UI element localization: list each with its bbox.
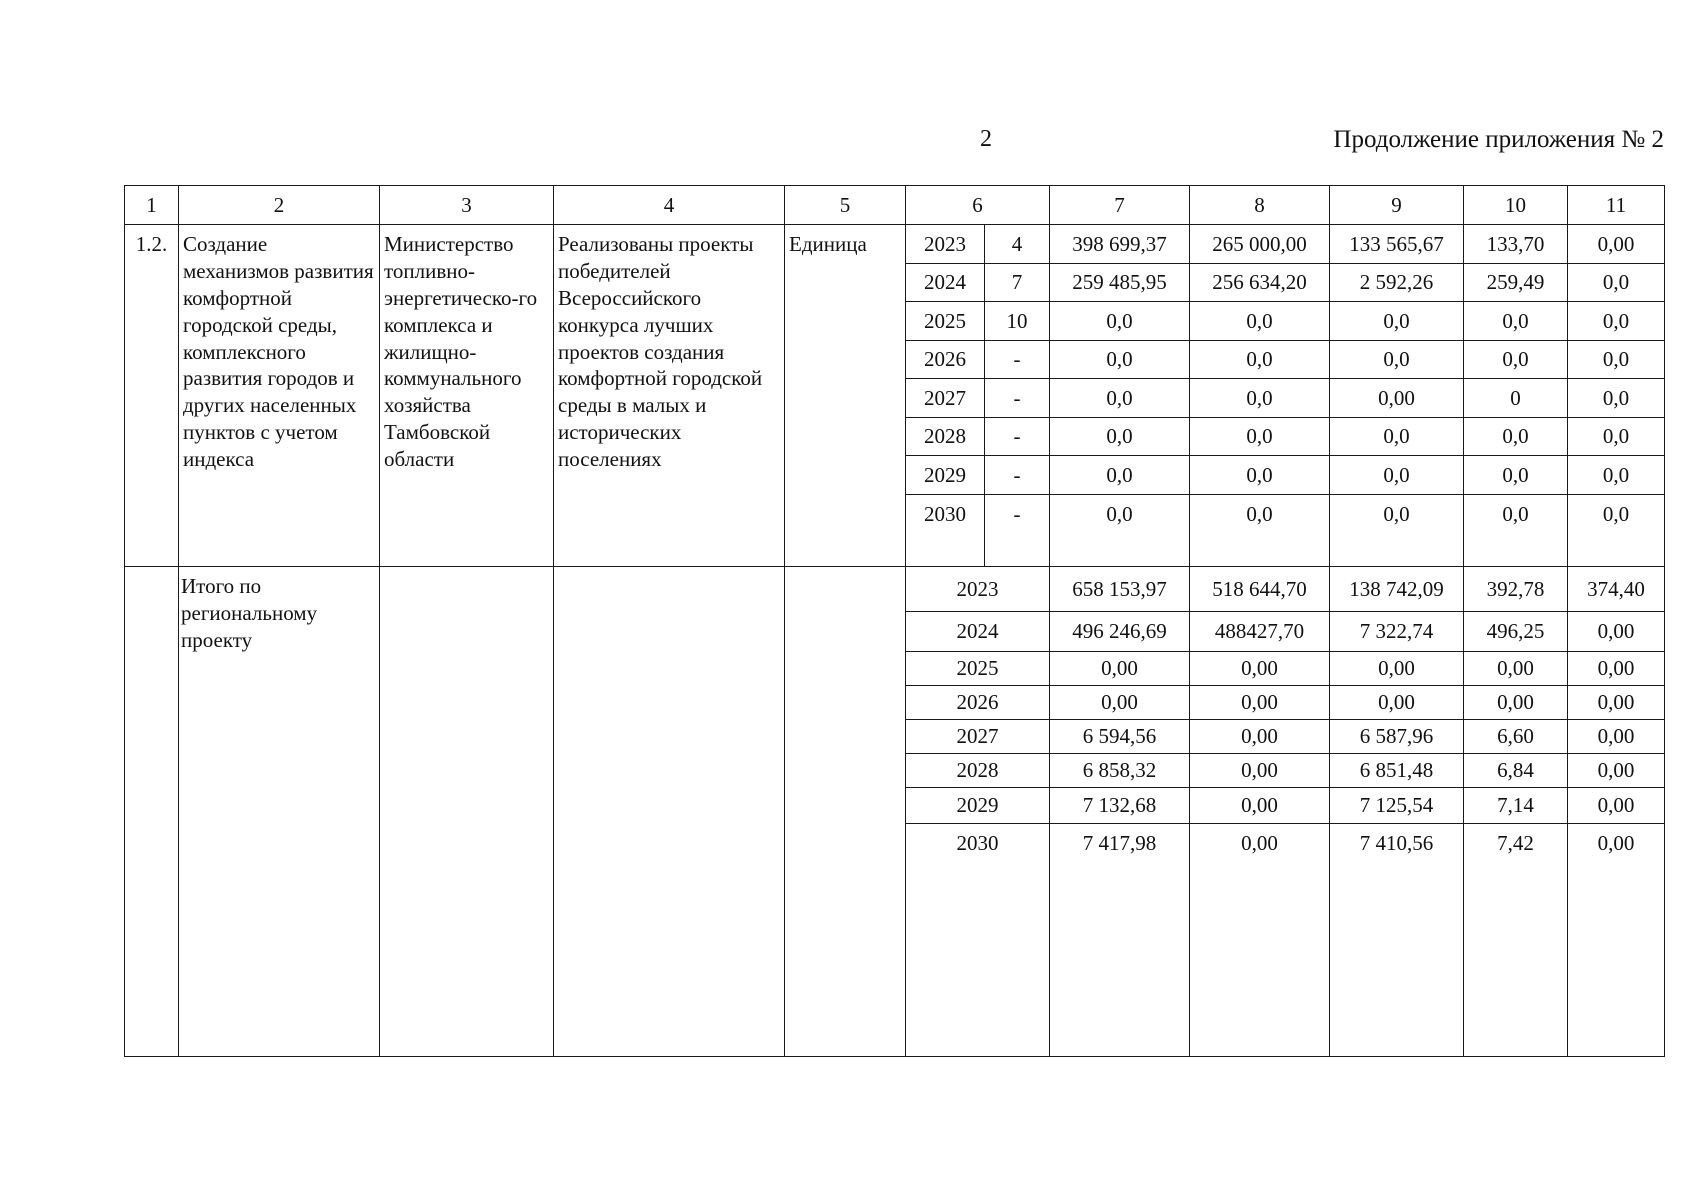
column-number-row [125, 186, 1665, 225]
item-total-funding: 398 699,37 [1050, 225, 1190, 264]
total-year: 2028 [906, 754, 1050, 788]
total-executor-cell [380, 567, 554, 1057]
total-year: 2025 [906, 652, 1050, 686]
total-number-cell [125, 567, 179, 1057]
item-target: 4 [985, 225, 1050, 264]
program-table [124, 185, 1665, 1057]
column-number: 3 [380, 186, 554, 225]
item-other-funding: 0,0 [1568, 341, 1665, 379]
total-year: 2026 [906, 686, 1050, 720]
total-regional-funding: 7 125,54 [1330, 788, 1464, 824]
item-federal-funding: 265 000,00 [1190, 225, 1330, 264]
item-total-funding: 0,0 [1050, 341, 1190, 379]
total-result-cell [554, 567, 785, 1057]
item-local-funding: 0,0 [1464, 456, 1568, 495]
item-total-funding: 0,0 [1050, 495, 1190, 567]
total-other-funding: 0,00 [1568, 720, 1665, 754]
appendix-label: Продолжение приложения № 2 [1333, 126, 1664, 153]
item-federal-funding: 0,0 [1190, 495, 1330, 567]
total-other-funding: 0,00 [1568, 612, 1665, 652]
item-regional-funding: 0,0 [1330, 495, 1464, 567]
item-other-funding: 0,0 [1568, 264, 1665, 302]
total-year: 2030 [906, 824, 1050, 1057]
item-local-funding: 0,0 [1464, 418, 1568, 456]
item-other-funding: 0,0 [1568, 302, 1665, 341]
total-local-funding: 0,00 [1464, 686, 1568, 720]
total-funding: 0,00 [1050, 686, 1190, 720]
item-target: 7 [985, 264, 1050, 302]
page-number: 2 [980, 126, 992, 152]
total-funding: 658 153,97 [1050, 567, 1190, 612]
item-local-funding: 0,0 [1464, 341, 1568, 379]
total-local-funding: 0,00 [1464, 652, 1568, 686]
total-other-funding: 374,40 [1568, 567, 1665, 612]
total-regional-funding: 7 410,56 [1330, 824, 1464, 1057]
total-federal-funding: 0,00 [1190, 686, 1330, 720]
item-federal-funding: 0,0 [1190, 418, 1330, 456]
total-other-funding: 0,00 [1568, 652, 1665, 686]
total-year: 2024 [906, 612, 1050, 652]
item-other-funding: 0,0 [1568, 379, 1665, 418]
item-total-funding: 0,0 [1050, 379, 1190, 418]
item-target: - [985, 456, 1050, 495]
item-regional-funding: 0,0 [1330, 456, 1464, 495]
column-number: 5 [785, 186, 906, 225]
column-number: 10 [1464, 186, 1568, 225]
column-number: 9 [1330, 186, 1464, 225]
total-federal-funding: 0,00 [1190, 720, 1330, 754]
item-unit: Единица [785, 225, 906, 567]
total-funding: 6 858,32 [1050, 754, 1190, 788]
column-number: 6 [906, 186, 1050, 225]
item-regional-funding: 0,0 [1330, 302, 1464, 341]
item-local-funding: 0 [1464, 379, 1568, 418]
total-regional-funding: 7 322,74 [1330, 612, 1464, 652]
item-target: 10 [985, 302, 1050, 341]
item-year: 2029 [906, 456, 985, 495]
total-federal-funding: 0,00 [1190, 824, 1330, 1057]
item-other-funding: 0,0 [1568, 418, 1665, 456]
total-other-funding: 0,00 [1568, 754, 1665, 788]
total-regional-funding: 138 742,09 [1330, 567, 1464, 612]
total-regional-funding: 6 851,48 [1330, 754, 1464, 788]
item-year: 2027 [906, 379, 985, 418]
total-local-funding: 496,25 [1464, 612, 1568, 652]
item-total-funding: 0,0 [1050, 456, 1190, 495]
total-funding: 0,00 [1050, 652, 1190, 686]
total-local-funding: 7,42 [1464, 824, 1568, 1057]
item-other-funding: 0,00 [1568, 225, 1665, 264]
column-number: 7 [1050, 186, 1190, 225]
item-local-funding: 0,0 [1464, 302, 1568, 341]
total-local-funding: 6,60 [1464, 720, 1568, 754]
item-name: Создание механизмов развития комфортной городской среды, комплексного развития городов и других населенных пунктов с учетом индекса [179, 225, 380, 567]
item-total-funding: 0,0 [1050, 302, 1190, 341]
item-regional-funding: 2 592,26 [1330, 264, 1464, 302]
item-year: 2026 [906, 341, 985, 379]
column-number: 8 [1190, 186, 1330, 225]
item-local-funding: 259,49 [1464, 264, 1568, 302]
total-label: Итого по региональному проекту [179, 567, 380, 1057]
item-federal-funding: 0,0 [1190, 379, 1330, 418]
total-local-funding: 7,14 [1464, 788, 1568, 824]
total-local-funding: 392,78 [1464, 567, 1568, 612]
item-target: - [985, 418, 1050, 456]
item-number: 1.2. [125, 225, 179, 567]
total-federal-funding: 518 644,70 [1190, 567, 1330, 612]
item-year: 2030 [906, 495, 985, 567]
total-regional-funding: 0,00 [1330, 652, 1464, 686]
total-federal-funding: 0,00 [1190, 652, 1330, 686]
total-other-funding: 0,00 [1568, 686, 1665, 720]
item-total-funding: 259 485,95 [1050, 264, 1190, 302]
item-target: - [985, 495, 1050, 567]
total-funding: 7 132,68 [1050, 788, 1190, 824]
item-target: - [985, 379, 1050, 418]
total-other-funding: 0,00 [1568, 788, 1665, 824]
item-local-funding: 0,0 [1464, 495, 1568, 567]
total-year: 2029 [906, 788, 1050, 824]
item-executor: Министерство топливно-энергетическо-го комплекса и жилищно-коммунального хозяйства Тамбовской области [380, 225, 554, 567]
item-year-row [125, 225, 1665, 264]
column-number: 4 [554, 186, 785, 225]
item-federal-funding: 0,0 [1190, 341, 1330, 379]
total-funding: 6 594,56 [1050, 720, 1190, 754]
column-number: 1 [125, 186, 179, 225]
column-number: 2 [179, 186, 380, 225]
total-regional-funding: 6 587,96 [1330, 720, 1464, 754]
item-year: 2023 [906, 225, 985, 264]
item-regional-funding: 0,0 [1330, 418, 1464, 456]
total-year: 2027 [906, 720, 1050, 754]
item-regional-funding: 133 565,67 [1330, 225, 1464, 264]
item-federal-funding: 256 634,20 [1190, 264, 1330, 302]
item-federal-funding: 0,0 [1190, 302, 1330, 341]
total-regional-funding: 0,00 [1330, 686, 1464, 720]
total-federal-funding: 488427,70 [1190, 612, 1330, 652]
item-total-funding: 0,0 [1050, 418, 1190, 456]
total-funding: 7 417,98 [1050, 824, 1190, 1057]
item-other-funding: 0,0 [1568, 495, 1665, 567]
item-year: 2025 [906, 302, 985, 341]
item-result: Реализованы проекты победителей Всероссийского конкурса лучших проектов создания комфортной городской среды в малых и исторических поселениях [554, 225, 785, 567]
total-unit-cell [785, 567, 906, 1057]
item-year: 2024 [906, 264, 985, 302]
total-federal-funding: 0,00 [1190, 788, 1330, 824]
total-funding: 496 246,69 [1050, 612, 1190, 652]
item-federal-funding: 0,0 [1190, 456, 1330, 495]
item-local-funding: 133,70 [1464, 225, 1568, 264]
item-regional-funding: 0,00 [1330, 379, 1464, 418]
total-year-row [125, 567, 1665, 612]
item-regional-funding: 0,0 [1330, 341, 1464, 379]
total-federal-funding: 0,00 [1190, 754, 1330, 788]
total-year: 2023 [906, 567, 1050, 612]
total-other-funding: 0,00 [1568, 824, 1665, 1057]
item-other-funding: 0,0 [1568, 456, 1665, 495]
column-number: 11 [1568, 186, 1665, 225]
item-year: 2028 [906, 418, 985, 456]
total-local-funding: 6,84 [1464, 754, 1568, 788]
item-target: - [985, 341, 1050, 379]
